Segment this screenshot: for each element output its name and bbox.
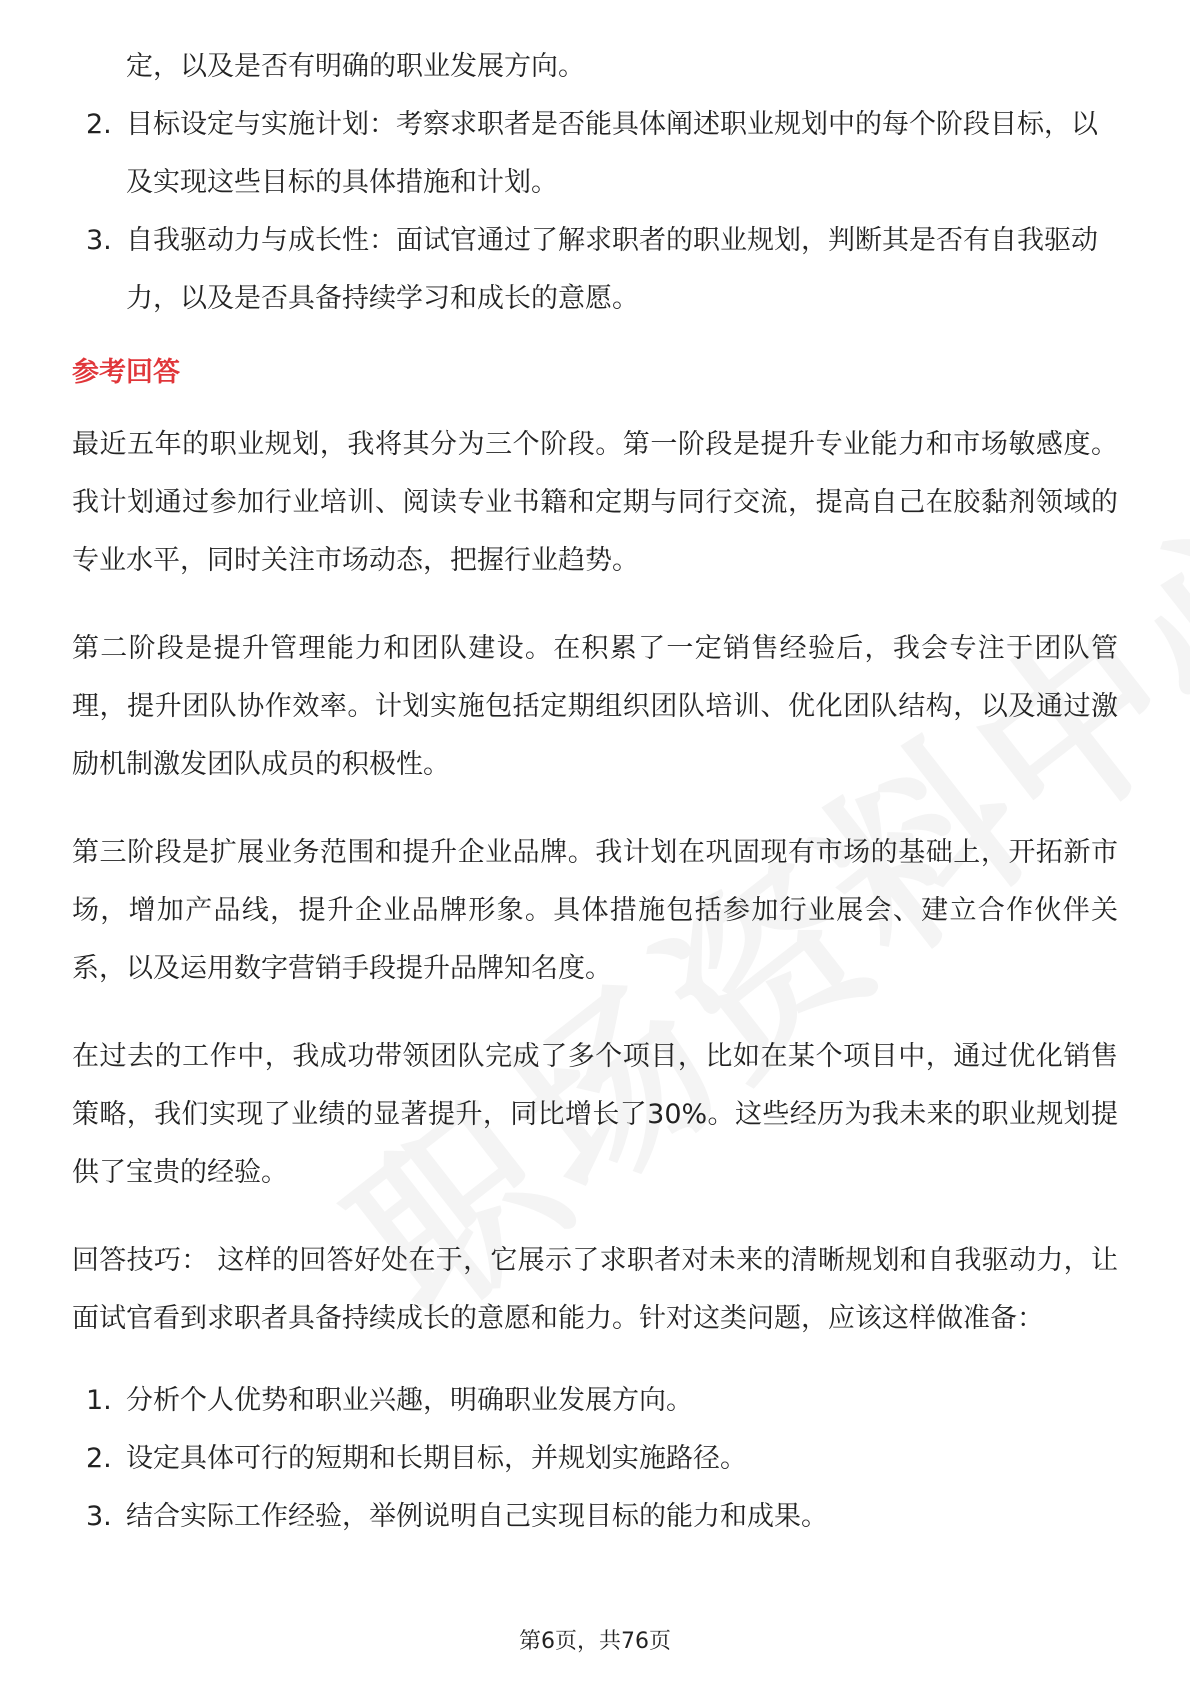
criteria-text: 目标设定与实施计划：考察求职者是否能具体阐述职业规划中的每个阶段目标，以及实现这些目标的具体措施和计划。 <box>126 109 1098 198</box>
answer-paragraph: 第二阶段是提升管理能力和团队建设。在积累了一定销售经验后，我会专注于团队管理，提升团队协作效率。计划实施包括定期组织团队培训、优化团队结构，以及通过激励机制激发团队成员的积极性。 <box>72 633 1118 780</box>
page-footer: 第6页，共76页 <box>519 1629 671 1654</box>
answer-paragraph: 在过去的工作中，我成功带领团队完成了多个项目，比如在某个项目中，通过优化销售策略，我们实现了业绩的显著提升，同比增长了30%。这些经历为我未来的职业规划提供了宝贵的经验。 <box>72 1041 1118 1188</box>
tip-item <box>72 1372 1118 1430</box>
tip-item <box>72 1488 1118 1546</box>
answer-paragraph: 最近五年的职业规划，我将其分为三个阶段。第一阶段是提升专业能力和市场敏感度。我计划通过参加行业培训、阅读专业书籍和定期与同行交流，提高自己在胶黏剂领域的专业水平，同时关注市场动态，把握行业趋势。 <box>72 429 1118 576</box>
tip-text: 设定具体可行的短期和长期目标，并规划实施路径。 <box>126 1443 747 1474</box>
list-number: 3. <box>86 1501 112 1532</box>
tips-paragraph: 回答技巧： 这样的回答好处在于，它展示了求职者对未来的清晰规划和自我驱动力，让面试官看到求职者具备持续成长的意愿和能力。针对这类问题，应该这样做准备： <box>72 1245 1118 1334</box>
page-content <box>72 38 1118 1546</box>
criteria-continuation: 定，以及是否有明确的职业发展方向。 <box>126 51 585 82</box>
criteria-item <box>72 96 1118 212</box>
list-number: 3. <box>86 225 112 256</box>
tip-text: 结合实际工作经验，举例说明自己实现目标的能力和成果。 <box>126 1501 828 1532</box>
tips-list <box>72 1372 1118 1546</box>
answer-paragraph: 第三阶段是扩展业务范围和提升企业品牌。我计划在巩固现有市场的基础上，开拓新市场，增加产品线，提升企业品牌形象。具体措施包括参加行业展会、建立合作伙伴关系，以及运用数字营销手段提升品牌知名度。 <box>72 837 1118 984</box>
criteria-list <box>72 96 1118 328</box>
list-number: 2. <box>86 109 112 140</box>
list-number: 2. <box>86 1443 112 1474</box>
criteria-item <box>72 212 1118 328</box>
tip-text: 分析个人优势和职业兴趣，明确职业发展方向。 <box>126 1385 693 1416</box>
criteria-text: 自我驱动力与成长性：面试官通过了解求职者的职业规划，判断其是否有自我驱动力，以及是否具备持续学习和成长的意愿。 <box>126 225 1098 314</box>
tip-item <box>72 1430 1118 1488</box>
section-heading: 参考回答 <box>72 357 180 388</box>
list-number: 1. <box>86 1385 112 1416</box>
